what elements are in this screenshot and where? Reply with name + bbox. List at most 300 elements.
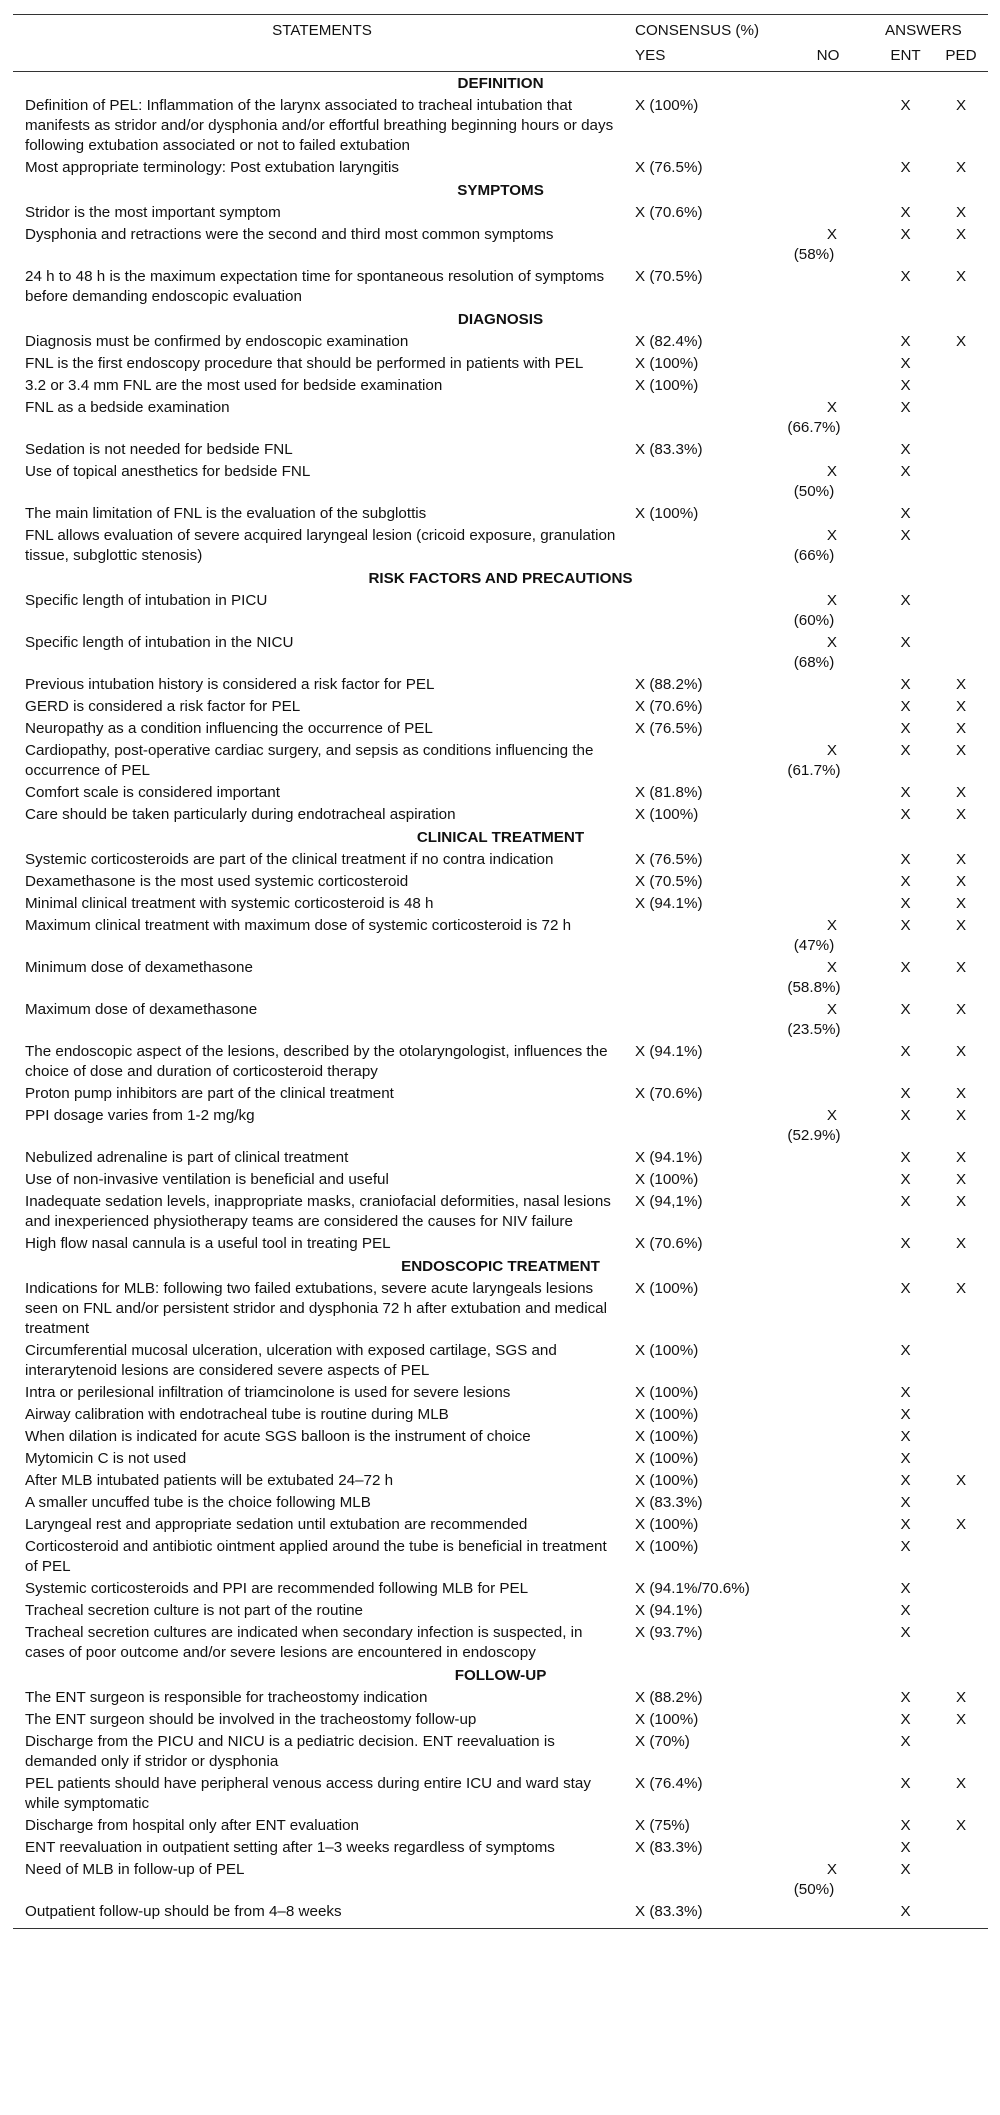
no-percent: (50%) [793, 483, 835, 500]
ped-cell: X [955, 97, 967, 114]
statement-cell: Proton pump inhibitors are part of the clinical treatment [25, 1085, 394, 1102]
header-statements: STATEMENTS [13, 15, 631, 47]
yes-cell [631, 461, 779, 503]
header-yes: YES [631, 46, 779, 72]
statement-cell: Corticosteroid and antibiotic ointment applied around the tube is beneficial in treatment of PEL [25, 1538, 607, 1575]
no-cell [779, 632, 877, 674]
table-row [13, 871, 988, 893]
ped-cell: X [955, 873, 967, 890]
yes-cell: X (100%) [635, 97, 699, 114]
no-value [779, 1000, 849, 1040]
yes-cell [631, 224, 779, 266]
statement-cell: PPI dosage varies from 1-2 mg/kg [25, 1107, 255, 1124]
ped-cell: X [955, 806, 967, 823]
ent-cell: X [900, 1085, 911, 1102]
table-row [13, 1731, 988, 1773]
table-row [13, 1578, 988, 1600]
yes-cell: X (100%) [635, 1472, 699, 1489]
table-body [13, 72, 988, 1929]
statement-cell: Airway calibration with endotracheal tube is routine during MLB [25, 1406, 449, 1423]
statement-cell: Tracheal secretion culture is not part of the routine [25, 1602, 363, 1619]
ped-cell: X [955, 917, 967, 934]
ped-cell: X [955, 895, 967, 912]
ent-cell: X [900, 1149, 911, 1166]
statement-cell: Minimal clinical treatment with systemic corticosteroid is 48 h [25, 895, 434, 912]
statement-cell: The endoscopic aspect of the lesions, described by the otolaryngologist, influences the choice of dose and duration of corticosteroid therapy [25, 1043, 608, 1080]
section-header [13, 1255, 988, 1278]
ped-cell [934, 1578, 988, 1600]
section-header [13, 179, 988, 202]
section-title: RISK FACTORS AND PRECAUTIONS [368, 570, 633, 587]
yes-cell: X (100%) [635, 806, 699, 823]
yes-cell: X (100%) [635, 1406, 699, 1423]
table-row [13, 461, 988, 503]
ped-cell [934, 503, 988, 525]
ent-cell: X [900, 1839, 911, 1856]
no-mark: X [826, 463, 837, 480]
table-row [13, 1404, 988, 1426]
yes-cell [631, 740, 779, 782]
ent-cell: X [900, 851, 911, 868]
no-cell [779, 1859, 877, 1901]
no-mark: X [826, 634, 837, 651]
ped-cell [934, 1901, 988, 1929]
ped-cell: X [955, 698, 967, 715]
no-mark: X [826, 959, 837, 976]
table-row [13, 1622, 988, 1664]
no-mark: X [826, 742, 837, 759]
ent-cell: X [900, 784, 911, 801]
no-cell [779, 871, 877, 893]
ent-cell: X [900, 463, 911, 480]
statement-cell: Laryngeal rest and appropriate sedation until extubation are recommended [25, 1516, 528, 1533]
yes-cell [631, 525, 779, 567]
no-cell [779, 718, 877, 740]
yes-cell: X (100%) [635, 1711, 699, 1728]
statement-cell: High flow nasal cannula is a useful tool in treating PEL [25, 1235, 391, 1252]
ent-cell: X [900, 226, 911, 243]
no-cell [779, 1492, 877, 1514]
statement-cell: Stridor is the most important symptom [25, 204, 281, 221]
no-cell [779, 157, 877, 179]
ped-cell: X [955, 1085, 967, 1102]
ent-cell: X [900, 268, 911, 285]
ped-cell: X [955, 851, 967, 868]
ent-cell: X [900, 1711, 911, 1728]
statement-cell: Maximum clinical treatment with maximum dose of systemic corticosteroid is 72 h [25, 917, 572, 934]
ent-cell: X [900, 1733, 911, 1750]
no-cell [779, 1340, 877, 1382]
section-header [13, 567, 988, 590]
statement-cell: Comfort scale is considered important [25, 784, 280, 801]
table-row [13, 1815, 988, 1837]
table-row [13, 1709, 988, 1731]
ent-cell: X [900, 1817, 911, 1834]
ent-cell: X [900, 1193, 911, 1210]
statement-cell: 3.2 or 3.4 mm FNL are the most used for bedside examination [25, 377, 443, 394]
no-cell [779, 1622, 877, 1664]
statement-cell: PEL patients should have peripheral venous access during entire ICU and ward stay while symptomatic [25, 1775, 591, 1812]
table-row [13, 157, 988, 179]
table-row [13, 1147, 988, 1169]
statement-cell: The ENT surgeon should be involved in the tracheostomy follow-up [25, 1711, 477, 1728]
ent-cell: X [900, 1406, 911, 1423]
no-value [779, 462, 849, 502]
table-row [13, 353, 988, 375]
no-percent: (58%) [793, 246, 835, 263]
ent-cell: X [900, 399, 911, 416]
table-row [13, 1233, 988, 1255]
ent-cell: X [900, 204, 911, 221]
no-mark: X [826, 917, 837, 934]
ent-cell: X [900, 698, 911, 715]
statement-cell: Sedation is not needed for bedside FNL [25, 441, 293, 458]
ent-cell: X [900, 97, 911, 114]
yes-cell: X (76.5%) [635, 851, 703, 868]
header-no: NO [779, 46, 877, 72]
statement-cell: Tracheal secretion cultures are indicated when secondary infection is suspected, in cases of poor outcome and/or severe lesions are encountered in endoscopy [25, 1624, 583, 1661]
no-percent: (50%) [793, 1881, 835, 1898]
no-cell [779, 1731, 877, 1773]
no-cell [779, 740, 877, 782]
yes-cell [631, 1105, 779, 1147]
no-cell [779, 1382, 877, 1404]
ent-cell: X [900, 1472, 911, 1489]
section-header [13, 308, 988, 331]
table-row [13, 1687, 988, 1709]
ped-cell: X [955, 1001, 967, 1018]
yes-cell [631, 1859, 779, 1901]
no-cell [779, 1773, 877, 1815]
ent-cell: X [900, 377, 911, 394]
statement-cell: Outpatient follow-up should be from 4–8 weeks [13, 1901, 631, 1929]
ped-cell [934, 525, 988, 567]
yes-cell: X (100%) [635, 1280, 699, 1297]
no-mark: X [826, 399, 837, 416]
section-title: DEFINITION [457, 75, 544, 92]
statement-cell: Specific length of intubation in the NICU [25, 634, 294, 651]
header-row-bottom [13, 46, 988, 72]
no-cell [779, 439, 877, 461]
table-row [13, 1340, 988, 1382]
no-percent: (61.7%) [787, 762, 841, 779]
no-value [779, 398, 849, 438]
table-row [13, 1859, 988, 1901]
no-cell [779, 1901, 877, 1929]
no-cell [779, 1600, 877, 1622]
no-mark: X [826, 1861, 837, 1878]
statement-cell: The ENT surgeon is responsible for tracheostomy indication [25, 1689, 428, 1706]
ent-cell: X [900, 720, 911, 737]
header-row-top [13, 15, 988, 47]
statement-cell: Systemic corticosteroids are part of the clinical treatment if no contra indication [25, 851, 554, 868]
ent-cell: X [900, 1775, 911, 1792]
ped-cell [934, 375, 988, 397]
statement-cell: Minimum dose of dexamethasone [25, 959, 253, 976]
ped-cell [934, 1492, 988, 1514]
no-cell [779, 1687, 877, 1709]
no-cell [779, 1083, 877, 1105]
table-row [13, 674, 988, 696]
statement-cell: Nebulized adrenaline is part of clinical treatment [25, 1149, 349, 1166]
table-row [13, 266, 988, 308]
no-value [779, 1106, 849, 1146]
ent-cell: X [900, 1689, 911, 1706]
yes-cell: X (100%) [635, 1516, 699, 1533]
yes-cell: X (100%) [635, 1342, 699, 1359]
ped-cell [934, 1382, 988, 1404]
ent-cell: X [900, 917, 911, 934]
ent-cell: X [900, 1428, 911, 1445]
ent-cell: X [900, 1602, 911, 1619]
no-cell [779, 202, 877, 224]
ped-cell: X [955, 742, 967, 759]
ped-cell: X [955, 1472, 967, 1489]
consensus-table [13, 14, 988, 1929]
yes-cell: X (94.1%) [635, 895, 703, 912]
no-cell [779, 893, 877, 915]
statement-cell: Circumferential mucosal ulceration, ulceration with exposed cartilage, SGS and interarytenoid lesions are considered severe aspects of PEL [25, 1342, 557, 1379]
no-cell [779, 1709, 877, 1731]
table-row [13, 439, 988, 461]
no-cell [779, 999, 877, 1041]
statement-cell: Care should be taken particularly during endotracheal aspiration [25, 806, 456, 823]
statement-cell: Indications for MLB: following two failed extubations, severe acute laryngeals lesions seen on FNL and/or persistent stridor and dysphonia 72 h after extubation and medical treatment [25, 1280, 607, 1337]
no-cell [779, 266, 877, 308]
table-row [13, 503, 988, 525]
ped-cell: X [955, 333, 967, 350]
section-header [13, 1664, 988, 1687]
no-cell [779, 1536, 877, 1578]
table-row [13, 782, 988, 804]
table-row [13, 525, 988, 567]
ped-cell [934, 1600, 988, 1622]
no-cell [779, 696, 877, 718]
section-header [13, 826, 988, 849]
ped-cell [934, 397, 988, 439]
section-title: ENDOSCOPIC TREATMENT [401, 1258, 600, 1275]
header-ent: ENT [877, 46, 934, 72]
no-cell [779, 1448, 877, 1470]
no-cell [779, 224, 877, 266]
no-cell [779, 1191, 877, 1233]
ped-cell [934, 632, 988, 674]
yes-cell: X (94,1%) [635, 1193, 703, 1210]
ped-cell: X [955, 1235, 967, 1252]
no-cell [779, 1426, 877, 1448]
table-row [13, 95, 988, 157]
table-row [13, 804, 988, 826]
no-cell [779, 849, 877, 871]
no-cell [779, 1578, 877, 1600]
ent-cell: X [900, 873, 911, 890]
statement-cell: Dexamethasone is the most used systemic corticosteroid [25, 873, 409, 890]
ent-cell: X [900, 1001, 911, 1018]
no-cell [779, 1514, 877, 1536]
statement-cell: Use of topical anesthetics for bedside FNL [25, 463, 311, 480]
no-cell [779, 331, 877, 353]
statement-cell: Specific length of intubation in PICU [25, 592, 268, 609]
table-row [13, 1191, 988, 1233]
statement-cell: Inadequate sedation levels, inappropriate masks, craniofacial deformities, nasal lesions and inexperienced physiotherapy teams are considered the causes for NIV failure [25, 1193, 611, 1230]
no-value [779, 741, 849, 781]
yes-cell: X (100%) [635, 1450, 699, 1467]
yes-cell: X (94.1%) [635, 1602, 703, 1619]
ent-cell: X [900, 959, 911, 976]
ped-cell [934, 1837, 988, 1859]
ped-cell: X [955, 1689, 967, 1706]
table-row [13, 1426, 988, 1448]
table-row [13, 1901, 988, 1929]
yes-cell: X (94.1%) [635, 1149, 703, 1166]
yes-cell: X (100%) [635, 1538, 699, 1555]
header-ped: PED [934, 46, 988, 72]
ped-cell: X [955, 1775, 967, 1792]
table-row [13, 1837, 988, 1859]
no-cell [779, 590, 877, 632]
table-row [13, 740, 988, 782]
yes-cell: X (70.6%) [635, 1085, 703, 1102]
ent-cell: X [877, 1901, 934, 1929]
yes-cell: X (83.3%) [631, 1901, 779, 1929]
no-percent: (52.9%) [787, 1127, 841, 1144]
yes-cell: X (88.2%) [635, 676, 703, 693]
statement-cell: Neuropathy as a condition influencing the occurrence of PEL [25, 720, 433, 737]
table-row [13, 1278, 988, 1340]
statement-cell: ENT reevaluation in outpatient setting after 1–3 weeks regardless of symptoms [25, 1839, 555, 1856]
ent-cell: X [900, 1107, 911, 1124]
table-row [13, 1536, 988, 1578]
yes-cell: X (75%) [635, 1817, 690, 1834]
yes-cell: X (100%) [635, 505, 699, 522]
table-row [13, 1492, 988, 1514]
ped-cell: X [955, 784, 967, 801]
statement-cell: Discharge from hospital only after ENT evaluation [25, 1817, 360, 1834]
ped-cell [934, 590, 988, 632]
ent-cell: X [900, 676, 911, 693]
statement-cell: Dysphonia and retractions were the second and third most common symptoms [25, 226, 554, 243]
no-mark: X [826, 527, 837, 544]
ent-cell: X [900, 1171, 911, 1188]
no-cell [779, 1041, 877, 1083]
table-row [13, 1470, 988, 1492]
no-percent: (66%) [793, 547, 835, 564]
ped-cell: X [955, 204, 967, 221]
no-cell [779, 804, 877, 826]
ent-cell: X [900, 742, 911, 759]
no-cell [779, 674, 877, 696]
statement-cell: Diagnosis must be confirmed by endoscopic examination [25, 333, 409, 350]
table-row [13, 590, 988, 632]
yes-cell: X (70.5%) [635, 268, 703, 285]
table-row [13, 1514, 988, 1536]
ped-cell [934, 1426, 988, 1448]
ped-cell: X [955, 1516, 967, 1533]
ent-cell: X [900, 1342, 911, 1359]
table-row [13, 1773, 988, 1815]
table-row [13, 915, 988, 957]
ent-cell: X [900, 333, 911, 350]
no-mark: X [826, 1001, 837, 1018]
ped-cell [934, 461, 988, 503]
no-cell [779, 1147, 877, 1169]
statement-cell: GERD is considered a risk factor for PEL [25, 698, 301, 715]
statement-cell: 24 h to 48 h is the maximum expectation time for spontaneous resolution of symptoms before demanding endoscopic evaluation [25, 268, 605, 305]
ped-cell: X [955, 1280, 967, 1297]
table-row [13, 331, 988, 353]
table-row [13, 202, 988, 224]
yes-cell [631, 999, 779, 1041]
no-cell [779, 503, 877, 525]
no-value [779, 225, 849, 265]
ped-cell: X [955, 720, 967, 737]
table-row [13, 632, 988, 674]
no-cell [779, 782, 877, 804]
yes-cell: X (83.3%) [635, 441, 703, 458]
no-cell [779, 957, 877, 999]
no-cell [779, 1105, 877, 1147]
table-row [13, 696, 988, 718]
ped-cell: X [955, 1193, 967, 1210]
table-row [13, 1600, 988, 1622]
table-row [13, 224, 988, 266]
no-cell [779, 915, 877, 957]
no-cell [779, 1837, 877, 1859]
statement-cell: A smaller uncuffed tube is the choice following MLB [25, 1494, 371, 1511]
yes-cell: X (100%) [635, 1384, 699, 1401]
yes-cell: X (83.3%) [635, 1839, 703, 1856]
ent-cell: X [900, 527, 911, 544]
ent-cell: X [900, 1494, 911, 1511]
ped-cell [934, 1536, 988, 1578]
yes-cell: X (94.1%/70.6%) [635, 1580, 750, 1597]
yes-cell: X (100%) [635, 355, 699, 372]
ent-cell: X [900, 1624, 911, 1641]
ent-cell: X [900, 159, 911, 176]
table-row [13, 957, 988, 999]
table-row [13, 1169, 988, 1191]
table-row [13, 1448, 988, 1470]
section-title: DIAGNOSIS [457, 311, 544, 328]
header-blank [13, 46, 631, 72]
no-value [779, 591, 849, 631]
table-row [13, 718, 988, 740]
yes-cell [631, 397, 779, 439]
ped-cell [934, 1731, 988, 1773]
no-cell [779, 353, 877, 375]
ped-cell [934, 1340, 988, 1382]
ped-cell [934, 1859, 988, 1901]
table-row [13, 999, 988, 1041]
yes-cell: X (70.6%) [635, 698, 703, 715]
no-percent: (58.8%) [787, 979, 841, 996]
yes-cell: X (100%) [635, 1428, 699, 1445]
no-cell [779, 1233, 877, 1255]
ped-cell [934, 1622, 988, 1664]
no-cell [779, 461, 877, 503]
ped-cell: X [955, 959, 967, 976]
no-value [779, 916, 849, 956]
ped-cell [934, 353, 988, 375]
no-cell [779, 1404, 877, 1426]
yes-cell: X (70.6%) [635, 204, 703, 221]
yes-cell [631, 957, 779, 999]
ent-cell: X [900, 634, 911, 651]
ped-cell [934, 439, 988, 461]
section-title: CLINICAL TREATMENT [416, 829, 585, 846]
ent-cell: X [900, 1861, 911, 1878]
yes-cell: X (88.2%) [635, 1689, 703, 1706]
